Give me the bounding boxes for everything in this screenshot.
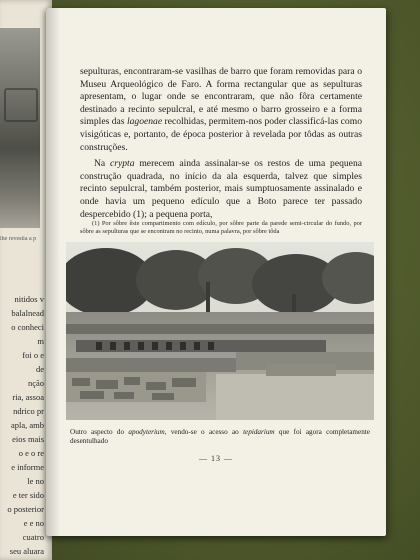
left-text-line: le no (27, 476, 44, 486)
left-page-caption: lhe revestia a p (0, 236, 37, 242)
left-text-line: e e no (23, 518, 44, 528)
paragraph-1: sepulturas, encontraram-se vasilhas de barro que foram removidas para o Museu Arqueológico de Faro. A forma rectangular que as sepulturas apresentam, o lugar onde se encontraram, que não fôra certamente destinado a recinto sepulcral, e até mesmo o barro grosseiro e a forma simples das lagoenae recolhidas, permitem-nos poder classificá-las como visigóticas e, portanto, de época posterior à revelada por tôdas as outras construções. (80, 66, 362, 153)
left-text-line: de (35, 364, 44, 374)
left-text-line: ndrico pr (13, 406, 44, 416)
left-page-photo (0, 28, 40, 228)
paragraph-2: Na crypta merecem ainda assinalar-se os restos de uma pequena construção quadrada, no início da ala esquerda, talvez que simples recinto sepulcral, também posterior, mais sumptuosamente assinalado e onde havia um pequeno edículo que a Boto parece ter passado despercebido (1); a pequena porta, (80, 158, 362, 220)
footnote: (1) Por sôbre êste compartimento com edículo, por sôbre parte da parede semi-circular do fundo, por sôbre as sepulturas que se encontram no recinto, numa palavra, por sôbre tôda (80, 220, 362, 236)
left-text-line: foi o e (22, 350, 44, 360)
left-text-line: o posterior (7, 504, 44, 514)
ruins-photograph (66, 242, 374, 420)
left-text-line: o e o re (18, 448, 44, 458)
left-text-line: seu aluara (9, 546, 44, 556)
left-text-line: eios mais (12, 434, 44, 444)
left-facing-page (0, 0, 52, 560)
page-number: — 13 — (199, 454, 233, 463)
photo-caption: Outro aspecto do apodyterium, vendo-se o acesso ao tepidarium que foi agora completamente desentulhado (70, 428, 370, 446)
left-text-line: o conheci (11, 322, 44, 332)
left-page-text (0, 292, 44, 558)
left-text-line: cuatro (22, 532, 44, 542)
left-text-line: ria, assoa (12, 392, 44, 402)
body-text (80, 66, 362, 221)
left-text-line: nção (27, 378, 44, 388)
left-text-line: m (37, 336, 44, 346)
photo-illustration (66, 242, 374, 420)
left-text-line: nitidos v (14, 294, 44, 304)
left-text-line: e ter sido (12, 490, 44, 500)
left-text-line: apla, amb (10, 420, 44, 430)
left-text-line: e informe (11, 462, 44, 472)
book-page (46, 8, 386, 536)
left-text-line: balalnead (11, 308, 44, 318)
